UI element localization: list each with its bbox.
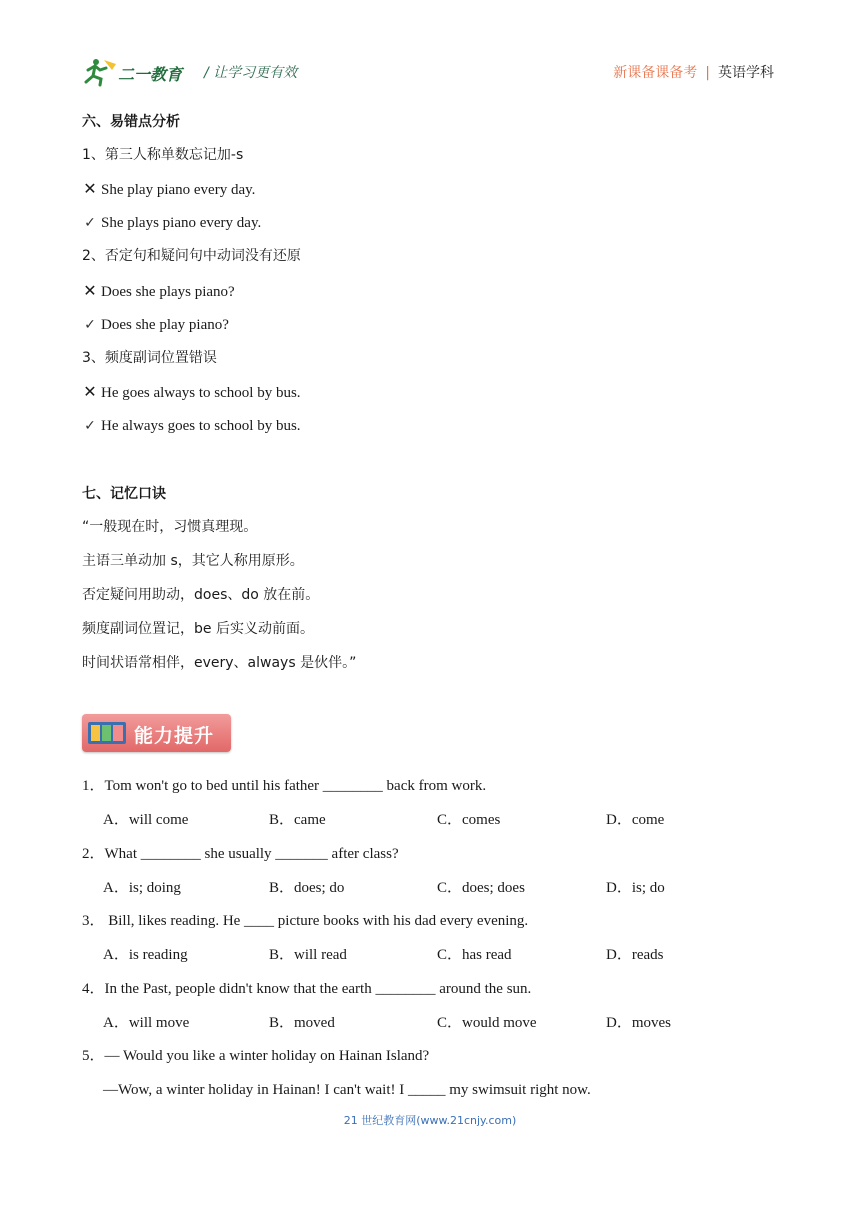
question-stem: 3． Bill, likes reading. He ____ picture books with his dad every evening. [82, 913, 529, 929]
wrong-example [82, 281, 235, 302]
question-stem: 5．— Would you like a winter holiday on Hainan Island? [82, 1048, 430, 1064]
wrong-icon: ✕ [83, 179, 97, 198]
option-a: A．is reading [103, 947, 188, 963]
correct-example [82, 416, 301, 436]
option-b: B．will read [269, 947, 347, 963]
mnemonic-line: 否定疑问用助动，does、do 放在前。 [82, 587, 320, 603]
option-d: D．come [606, 812, 665, 828]
mnemonic-line: “一般现在时，习惯真理现。 [82, 519, 258, 535]
question-stem: 2．What ________ she usually _______ after class? [82, 846, 399, 862]
badge-label: 能力提升 [134, 725, 215, 747]
mnemonic-line: 频度副词位置记，be 后实义动前面。 [82, 621, 314, 637]
option-b: B．came [269, 812, 326, 828]
check-icon: ✓ [84, 418, 96, 434]
example-text: She plays piano every day. [101, 215, 262, 231]
runner-icon [86, 59, 116, 85]
mnemonic-line: 主语三单动加 s，其它人称用原形。 [82, 553, 304, 569]
error-point: 3、频度副词位置错误 [82, 350, 217, 366]
option-d: D．is; do [606, 880, 665, 896]
option-c: C．comes [437, 812, 501, 828]
correct-example [82, 315, 229, 335]
slogan: / 让学习更有效 [204, 65, 298, 81]
option-c: C．does; does [437, 880, 525, 896]
example-text: Does she play piano? [101, 317, 229, 333]
wrong-icon: ✕ [83, 281, 97, 300]
option-c: C．would move [437, 1015, 537, 1031]
option-a: A．is; doing [103, 880, 181, 896]
header-subject-label: 英语学科 [718, 65, 774, 81]
wrong-example [82, 179, 255, 200]
section-heading-errors: 六、易错点分析 [82, 114, 180, 130]
blocks-icon [88, 722, 126, 744]
error-point: 2、否定句和疑问句中动词没有还原 [82, 248, 301, 264]
header-separator: | [705, 65, 710, 81]
option-d: D．moves [606, 1015, 671, 1031]
example-text: He always goes to school by bus. [101, 418, 301, 434]
option-c: C．has read [437, 947, 512, 963]
correct-example [82, 213, 261, 233]
question-stem: 4．In the Past, people didn't know that the earth ________ around the sun. [82, 981, 532, 997]
option-a: A．will move [103, 1015, 190, 1031]
error-point: 1、第三人称单数忘记加-s [82, 147, 244, 163]
wrong-icon: ✕ [83, 382, 97, 401]
option-a: A．will come [103, 812, 189, 828]
brand-logo [82, 56, 192, 88]
check-icon: ✓ [84, 317, 96, 333]
page-header [82, 56, 774, 88]
svg-text:二一教育: 二一教育 [118, 65, 183, 84]
option-b: B．does; do [269, 880, 345, 896]
header-subject [613, 62, 774, 82]
option-d: D．reads [606, 947, 664, 963]
page-footer: 21 世纪教育网(www.21cnjy.com) [343, 1114, 517, 1127]
header-course-tag: 新课备课备考 [613, 65, 698, 81]
example-text: She play piano every day. [101, 182, 256, 198]
section-heading-mnemonic: 七、记忆口诀 [82, 486, 166, 502]
question-stem: 1．Tom won't go to bed until his father ________ back from work. [82, 778, 487, 794]
dialogue-line: —Wow, a winter holiday in Hainan! I can't wait! I _____ my swimsuit right now. [103, 1082, 591, 1098]
example-text: Does she plays piano? [101, 284, 235, 300]
mnemonic-line: 时间状语常相伴，every、always 是伙伴。” [82, 655, 357, 671]
check-icon: ✓ [84, 215, 96, 231]
wrong-example [82, 382, 301, 403]
ability-badge [82, 714, 231, 752]
option-b: B．moved [269, 1015, 335, 1031]
example-text: He goes always to school by bus. [101, 385, 301, 401]
